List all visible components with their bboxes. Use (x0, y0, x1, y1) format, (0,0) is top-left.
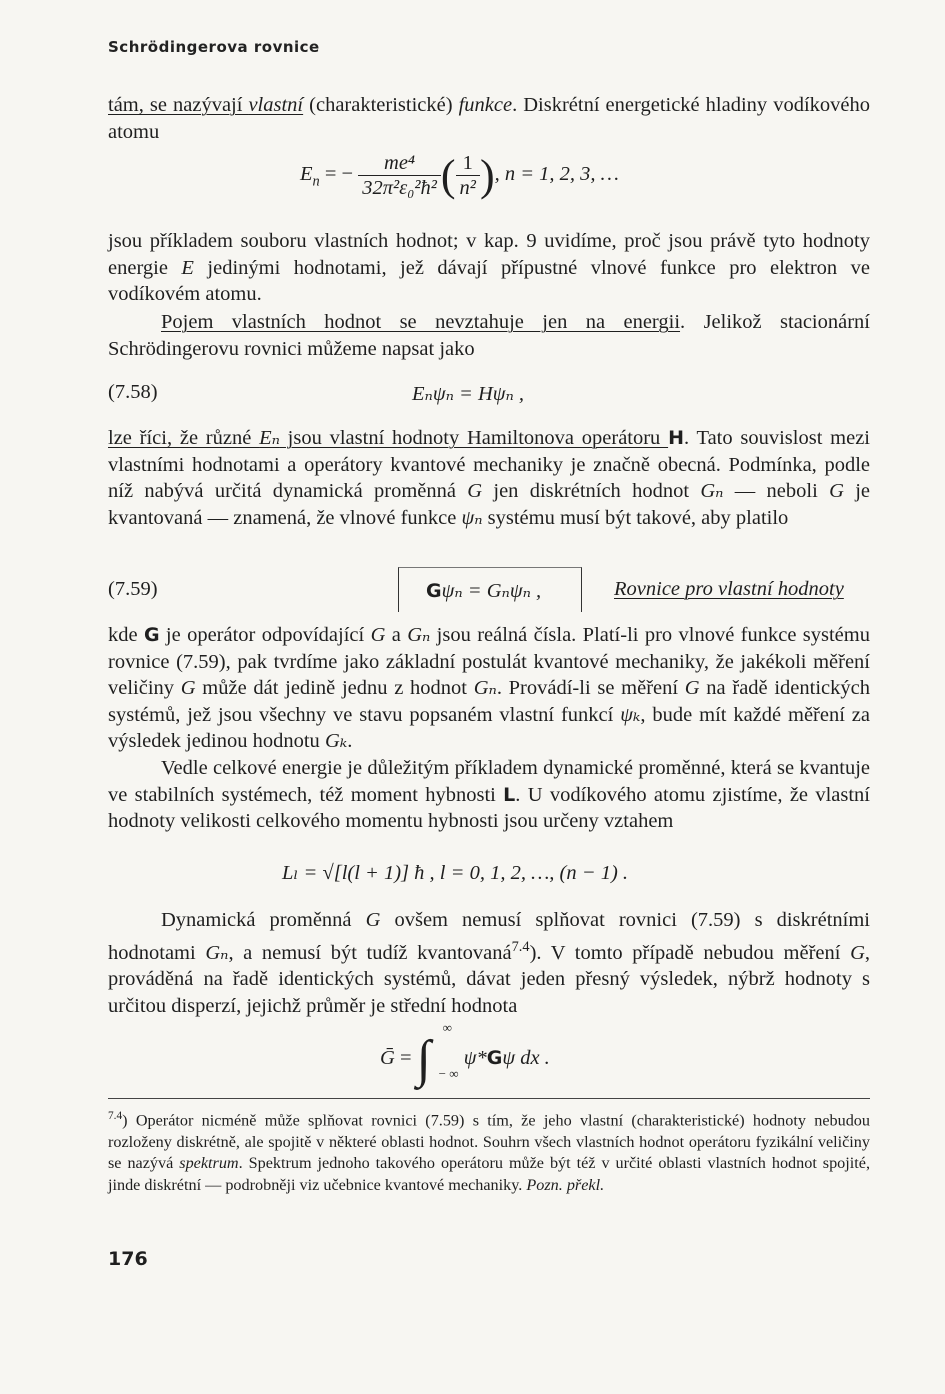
inverse-n-squared: $\frac{1}{\text{n²}}$ (456, 151, 480, 200)
paragraph-expectation: Dynamická proměnná G ovšem nemusí splňovat rovnici (7.59) s diskrétními hodnotami Gₙ, a nemusí být tudíž kvantovaná$^{7.4}$). V tomto případě nebudou měření G, prováděná na řadě identických systémů, dávat jeden přesný výsledek, nýbrž hodnoty s určitou disperzí, jejichž průměr je střední hodnota (108, 909, 871, 1017)
equation-label-7-58: (7.58) (108, 381, 158, 403)
equation-label-7-59: (7.59) (108, 578, 158, 600)
equation-caption: Rovnice pro vlastní hodnoty (614, 578, 844, 600)
paragraph-hamiltonian: lze říci, že různé Eₙ jsou vlastní hodnoty Hamiltonova operátoru H. Tato souvislost mezi vlastními hodnotami a operátory kvantové mechaniky je značně obecná. Podmínka, podle níž nabývá určitá dynamická proměnná G jen diskrétních hodnot Gₙ — neboli G je kvantovaná — znamená, že vlnové funkce ψₙ systému musí být takové, aby platilo (108, 427, 870, 529)
paragraph-angular-momentum: Vedle celkové energie je důležitým příkladem dynamické proměnné, která se kvantuje ve stabilních systémech, též moment hybnosti L. U vodíkového atomu zjistíme, že vlastní hodnoty velikosti celkového momentu hybnosti jsou určeny vztahem (108, 757, 870, 833)
paragraph-eigenfunctions: tám, se nazývají vlastní (charakteristické) funkce. Diskrétní energetické hladiny vodíkového atomu (108, 94, 870, 143)
equation-angular-momentum: Lₗ = √[l(l + 1)] ħ , l = 0, 1, 2, …, (n − 1) . (282, 862, 629, 884)
equation-7-59: Gψₙ = Gₙψₙ , (426, 580, 542, 602)
energy-fraction: $\frac{\text{me⁴}}{\text{32π²ε₀²ħ²}}$ (358, 151, 441, 200)
paragraph-postulate: kde G je operátor odpovídající G a Gₙ jsou reálná čísla. Platí-li pro vlnové funkce systému rovnice (7.59), pak tvrdíme jako základní postulát kvantové mechaniky, že jakékoli měření veličiny G může dát jedině jednu z hodnot Gₙ. Provádí-li se měření G na řadě identických systémů, jež jsou všechny ve stavu popsaném vlastní funkcí ψₖ, bude mít každé měření za výsledek jedinou hodnotu Gₖ. (108, 624, 870, 753)
footnote-separator (108, 1098, 870, 1099)
equation-energy-levels: $E_n$ = − $\frac{\text{me⁴}}{\text{32π²ε₀²ħ²}}$ ( $\frac{1}{\text{n²}}$ ), n = 1, 2, 3, … (300, 151, 619, 200)
page-number: 176 (108, 1248, 148, 1270)
paragraph-concept: Pojem vlastních hodnot se nevztahuje jen na energii. Jelikož stacionární Schrödingerovu rovnici můžeme napsat jako (108, 311, 870, 360)
running-header: Schrödingerova rovnice (108, 38, 320, 56)
integral-sign: ∫ ∞ − ∞ (416, 1020, 459, 1088)
footnote-7-4: $^{7.4}$) Operátor nicméně může splňovat rovnici (7.59) s tím, že jeho vlastní (charakteristické) hodnoty nebudou rozloženy diskrétně, ale spojitě v některé oblasti hodnot. Souhrn všech vlastních hodnot operátoru fyzikální veličiny se nazývá spektrum. Spektrum jednoho takového operátoru může být též v určité oblasti vlastních hodnot spojité, jinde diskrétní — podrobněji viz učebnice kvantové mechaniky. Pozn. překl. (108, 1110, 870, 1194)
footnote-reference[interactable]: 7.4 (511, 938, 530, 955)
paragraph-eigenvalues-set: jsou příkladem souboru vlastních hodnot; v kap. 9 uvidíme, proč jsou právě tyto hodnoty energie E jedinými hodnotami, jež dávají přípustné vlnové funkce pro elektron ve vodíkovém atomu. (108, 230, 870, 306)
equation-mean-value: Ḡ = ∫ ∞ − ∞ ψ*Gψ dx . (380, 1020, 550, 1088)
equation-7-58: Eₙψₙ = Hψₙ , (412, 383, 525, 405)
